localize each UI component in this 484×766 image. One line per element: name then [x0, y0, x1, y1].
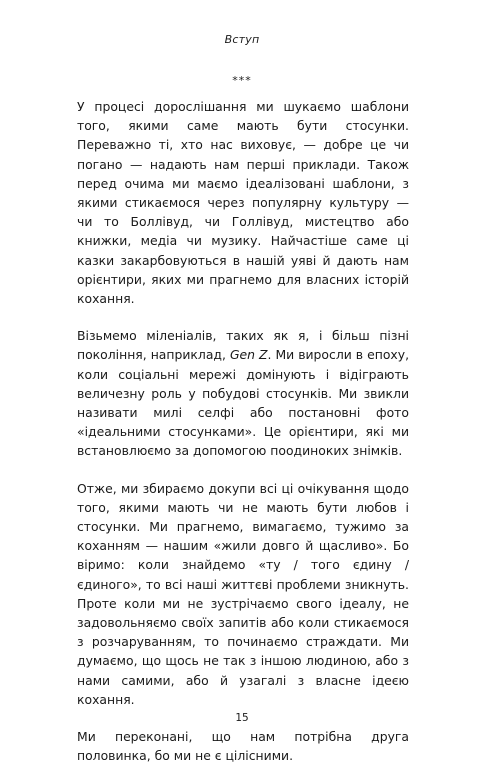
- paragraph-2-after: . Ми виросли в епоху, коли соціальні мережі домінують і відіграють величезну роль у побудові стосунків. Ми звикли називати милі селфі або постановні фото «ідеальними стосунками». Це орієнтири, які ми встановлюємо за допомогою поодиноких знімків.: [77, 347, 410, 459]
- paragraph-3: Отже, ми збираємо докупи всі ці очікування щодо того, якими мають чи не мають бути любов і стосунки. Ми прагнемо, вимагаємо, тужимо за коханням — нашим «жили довго й щасливо». Бо віримо: коли знайдемо «ту / того єдину / єдиного», то всі наші життєві проблеми зникнуть. Проте коли ми не зустрічаємо свого ідеалу, не задовольняємо своїх запитів або коли стикаємося з розчаруванням, то починаємо страждати. Ми думаємо, що щось не так з іншою людиною, або з нами самими, або й узагалі з власне ідеєю кохання.: [77, 480, 409, 707]
- paragraph-2: [77, 326, 409, 460]
- page-number: 15: [235, 712, 249, 724]
- section-separator: ***: [232, 74, 252, 87]
- paragraph-2-before: Візьмемо міленіалів, таких як я, і більш пізні покоління, наприклад,: [77, 328, 409, 363]
- paragraph-1: У процесі дорослішання ми шукаємо шаблони того, якими саме мають бути стосунки. Переважно ті, хто нас виховує, — добре це чи погано — надають нам перші приклади. Також перед очима ми маємо ідеалізовані шаблони, з якими стикаємося через популярну культуру — чи то Боллівуд, чи Голлівуд, мистецтво або книжки, медіа чи музику. Найчастіше саме ці казки закарбовуються в нашій уяві й дають нам орієнтири, яких ми прагнемо для власних історій кохання.: [77, 99, 409, 307]
- body-text: [77, 97, 409, 766]
- paragraph-4: Ми переконані, що нам потрібна друга половинка, бо ми не є цілісними.: [77, 729, 409, 764]
- paragraph-2-emphasis: Gen Z: [229, 347, 268, 363]
- running-head: Вступ: [224, 33, 260, 46]
